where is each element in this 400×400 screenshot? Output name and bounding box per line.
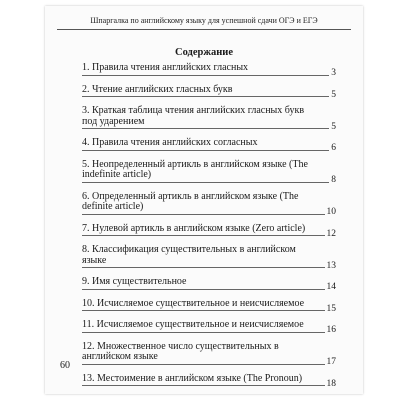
toc-entry-text: 4. Правила чтения английских согласных	[82, 137, 258, 148]
header-rule	[57, 29, 351, 30]
table-of-contents	[82, 63, 336, 395]
toc-entry-text: 11. Исчисляемое существительное и неисчисляемое	[82, 319, 304, 330]
toc-entry-text: 5. Неопределенный артикль в английском языке (The indefinite article)	[82, 158, 308, 180]
toc-entry-text: 1. Правила чтения английских гласных	[82, 62, 249, 73]
toc-entry-page: 6	[331, 143, 336, 153]
toc-entry-text: 6. Определенный артикль в английском языке (The definite article)	[82, 190, 299, 212]
toc-entry-text: 9. Имя существительное	[82, 276, 187, 287]
toc-entry-page: 13	[326, 260, 336, 271]
toc-entry	[82, 244, 336, 271]
toc-entry-page: 3	[331, 68, 336, 78]
toc-entry	[82, 320, 336, 333]
toc-entry	[82, 63, 336, 76]
toc-entry-page: 12	[326, 228, 336, 239]
toc-entry	[82, 160, 336, 183]
toc-entry-text: 7. Нулевой артикль в английском языке (Zero article)	[82, 222, 306, 234]
toc-entry	[82, 342, 336, 365]
toc-entry-text: 2. Чтение английских гласных букв	[82, 83, 233, 95]
toc-entry	[82, 277, 336, 290]
toc-entry-page: 17	[326, 357, 336, 367]
toc-title: Содержание	[175, 47, 233, 58]
toc-entry-text: 13. Местоимение в английском языке (The Pronoun)	[82, 372, 303, 384]
toc-entry-text: 10. Исчисляемое существительное и неисчисляемое	[82, 297, 305, 309]
book-page	[45, 6, 363, 394]
toc-entry	[82, 105, 336, 132]
toc-entry	[82, 138, 336, 151]
page-number: 60	[60, 360, 70, 371]
toc-entry	[82, 224, 336, 237]
toc-entry-text: 8. Классификация существительных в английском языке	[82, 244, 296, 266]
toc-entry-page: 8	[331, 175, 336, 185]
toc-entry-text: 3. Краткая таблица чтения английских гласных букв под ударением	[82, 105, 305, 127]
toc-entry-page: 16	[326, 325, 336, 335]
toc-entry-page: 5	[331, 89, 336, 100]
toc-entry-page: 14	[326, 282, 336, 292]
toc-entry-text: 12. Множественное число существительных в английском языке	[82, 340, 279, 362]
toc-entry	[82, 299, 336, 312]
toc-entry-page: 18	[326, 378, 336, 389]
running-header: Шпаргалка по английскому языку для успешной сдачи ОГЭ и ЕГЭ	[90, 16, 318, 25]
toc-entry	[82, 192, 336, 215]
toc-entry	[82, 85, 336, 98]
toc-entry	[82, 374, 336, 387]
toc-entry-page: 10	[326, 207, 336, 217]
toc-entry-page: 15	[326, 303, 336, 314]
toc-entry-page: 5	[331, 121, 336, 132]
